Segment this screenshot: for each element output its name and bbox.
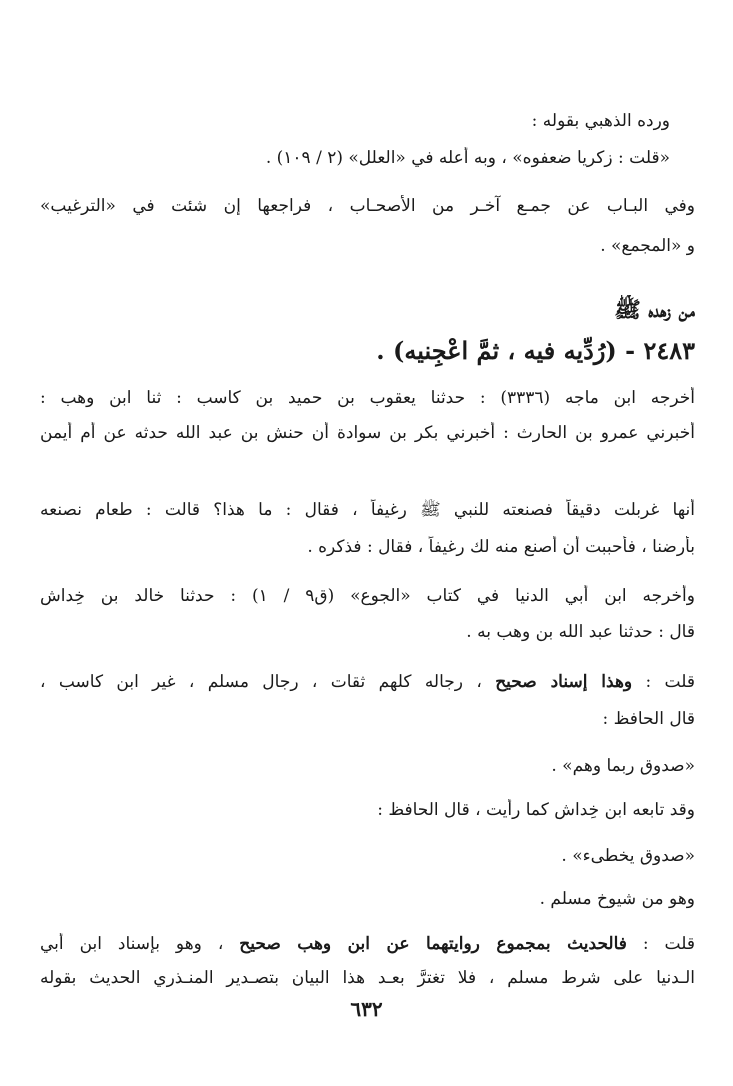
text-line: أخرجه ابن ماجه (٣٣٣٦) : حدثنا يعقوب بن حميد بن كاسب : ثنا ابن وهب : (40, 388, 695, 408)
hadith-heading: ٢٤٨٣ - (رُدِّيه فيه ، ثمَّ اعْجِنيه) . (376, 336, 695, 365)
text-line (40, 933, 695, 955)
text-line: وهو من شيوخ مسلم . (539, 889, 695, 909)
text-run: ، رجاله كلهم ثقات ، رجال مسلم ، غير ابن كاسب ، (40, 672, 496, 692)
bold-run: فالحديث بمجموع روايتهما عن ابن وهب صحيح (239, 934, 627, 954)
text-run: ، وهو بإسناد ابن أبي (40, 934, 240, 954)
text-line (40, 671, 695, 693)
text-line: وأخرجه ابن أبي الدنيا في كتاب «الجوع» (ق٩ / ١) : حدثنا خالد بن خِداش (40, 586, 695, 606)
text-line: «قلت : زكريا ضعفوه» ، وبه أعله في «العلل» (٢ / ١٠٩) . (265, 148, 670, 168)
text-line: وقد تابعه ابن خِداش كما رأيت ، قال الحافظ : (377, 800, 695, 820)
quote-line: «صدوق يخطىء» . (561, 846, 695, 866)
text-line: قال الحافظ : (602, 709, 695, 729)
text-run: قلت : (632, 672, 695, 692)
text-line: قال : حدثنا عبد الله بن وهب به . (466, 622, 695, 642)
text-line: الـدنيا على شرط مسلم ، فلا تغترَّ بعـد هذا البيان بتصـدير المنـذري الحديث بقوله (40, 968, 695, 988)
text-line: و «المجمع» . (600, 236, 695, 256)
text-line: أنها غربلت دقيقاً فصنعته للنبي ﷺ رغيفاً ، فقال : ما هذا؟ قالت : طعام نصنعه (40, 500, 695, 520)
section-heading: من زهده ﷺ (614, 297, 695, 323)
text-line: أخبرني عمرو بن الحارث : أخبرني بكر بن سوادة أن حنش بن عبد الله حدثه عن أم أيمن (40, 423, 695, 443)
text-line: وفي البـاب عن جمـع آخـر من الأصحـاب ، فراجعها إن شئت في «الترغيب» (40, 196, 695, 216)
text-run: قلت : (626, 934, 695, 954)
bold-run: وهذا إسناد صحيح (495, 672, 633, 692)
quote-line: «صدوق ربما وهم» . (551, 756, 695, 776)
text-line: بأرضنا ، فأحببت أن أصنع منه لك رغيفاً ، فقال : فذكره . (307, 537, 695, 557)
page-number: ٦٣٢ (350, 997, 383, 1021)
text-line: ورده الذهبي بقوله : (531, 111, 670, 131)
